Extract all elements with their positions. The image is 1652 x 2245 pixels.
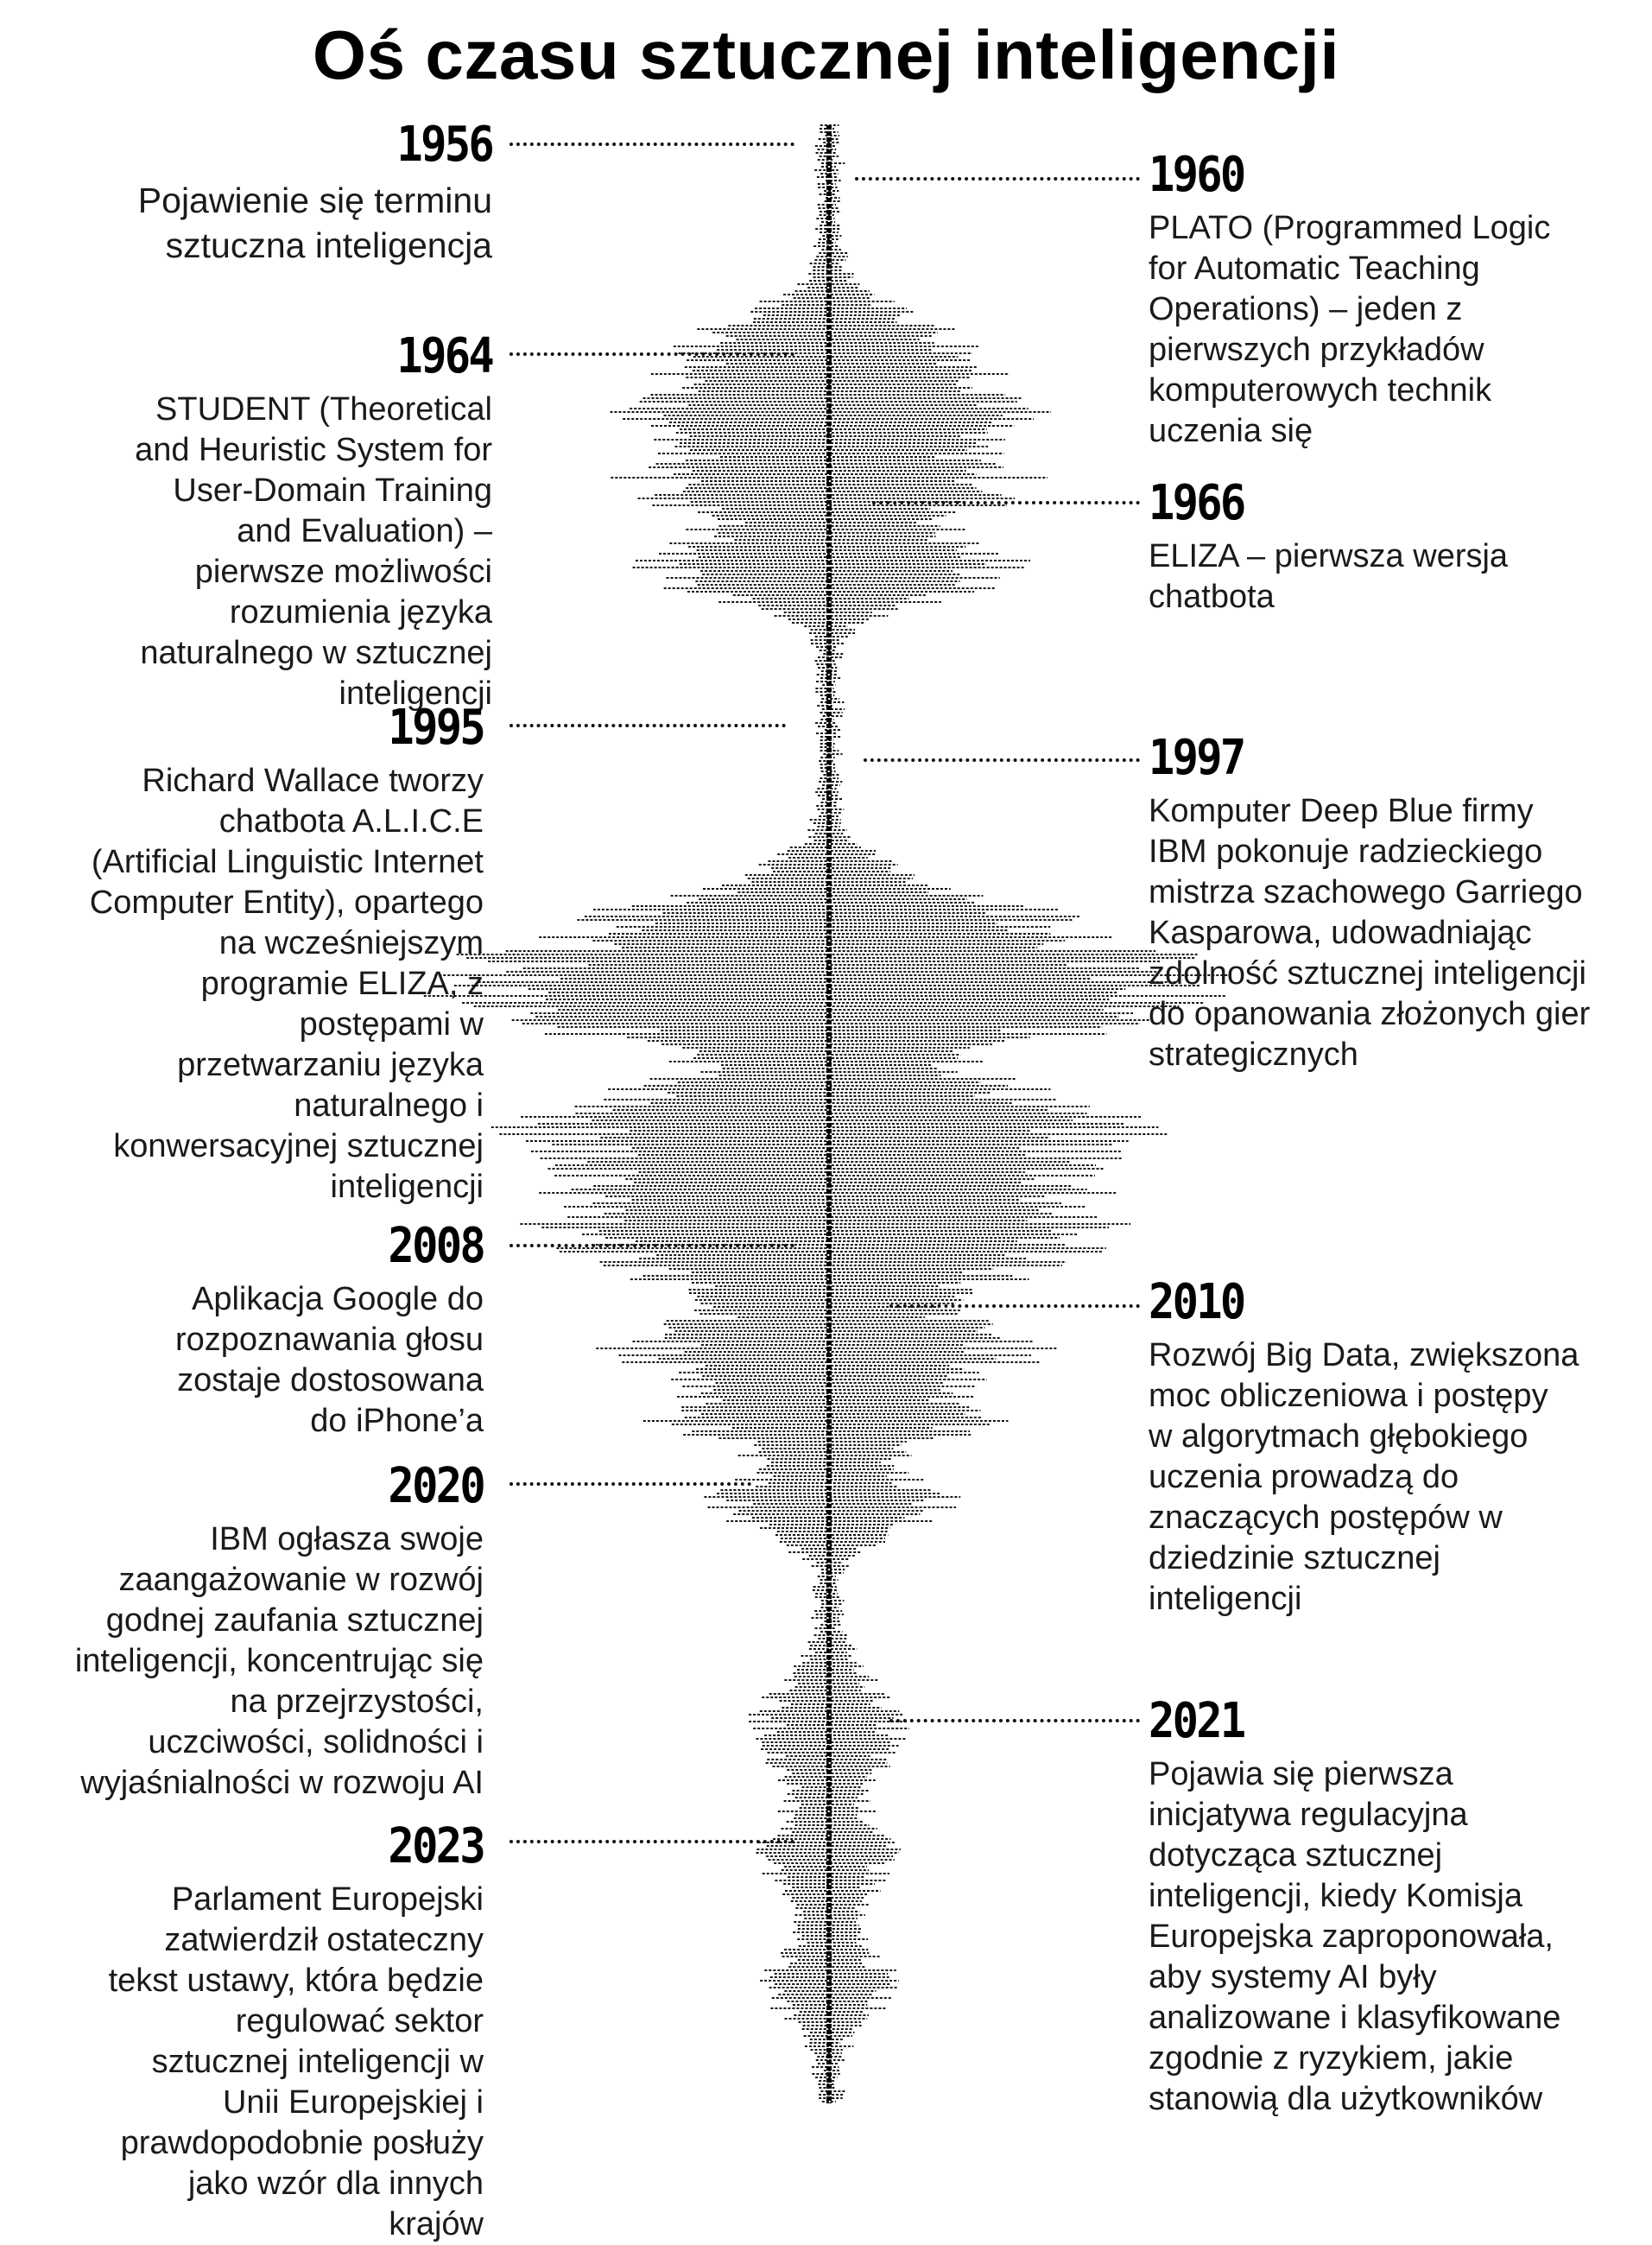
event-year: 1997 <box>1149 730 1244 786</box>
timeline-event-1964 <box>43 328 492 714</box>
event-description: Parlament Europejski zatwierdził ostateczny tekst ustawy, która będzie regulować sektor sztucznej inteligencji w Unii Europejskiej i prawdopodobnie posłuży jako wzór dla innych krajów <box>108 1881 484 2242</box>
timeline-event-2023 <box>35 1818 484 2245</box>
event-year: 1995 <box>388 700 484 756</box>
timeline-leader-1997 <box>864 758 1140 762</box>
timeline-leader-1960 <box>855 177 1140 181</box>
page-title: Oś czasu sztucznej inteligencji <box>312 16 1340 93</box>
timeline-leader-2021 <box>889 1719 1140 1722</box>
timeline-event-2008 <box>35 1218 484 1442</box>
timeline-leader-1995 <box>510 724 786 727</box>
timeline-event-1956 <box>43 117 492 268</box>
event-year: 1960 <box>1149 147 1244 203</box>
event-description: Pojawienie się terminu sztuczna inteligencja <box>137 181 492 265</box>
event-description: IBM ogłasza swoje zaangażowanie w rozwój godnej zaufania sztucznej inteligencji, koncentrując się na przejrzystości, uczciwości, solidności i wyjaśnialności w rozwoju AI <box>74 1521 484 1801</box>
event-year: 2010 <box>1149 1274 1244 1330</box>
timeline-leader-2008 <box>510 1244 794 1247</box>
event-year: 2021 <box>1149 1693 1244 1749</box>
timeline-event-1997 <box>1149 730 1598 1075</box>
event-description: Komputer Deep Blue firmy IBM pokonuje radzieckiego mistrza szachowego Garriego Kasparowa, udowadniając zdolność sztucznej inteligencji do opanowania złożonych gier strategicznych <box>1149 793 1591 1073</box>
timeline-leader-1966 <box>872 501 1140 504</box>
timeline-event-1966 <box>1149 475 1598 618</box>
event-year: 2008 <box>388 1218 484 1274</box>
timeline-leader-2020 <box>510 1482 751 1486</box>
event-description: ELIZA – pierwsza wersja chatbota <box>1149 538 1509 615</box>
event-description: Aplikacja Google do rozpoznawania głosu zostaje dostosowana do iPhone’a <box>174 1281 484 1439</box>
event-year: 1964 <box>396 328 492 384</box>
timeline-event-2020 <box>35 1458 484 1804</box>
event-description: PLATO (Programmed Logic for Automatic Teaching Operations) – jeden z pierwszych przykładów komputerowych technik uczenia się <box>1149 210 1551 449</box>
timeline-event-1995 <box>35 700 484 1208</box>
event-description: STUDENT (Theoretical and Heuristic System for User-Domain Training and Evaluation) – pierwsze możliwości rozumienia języka naturalnego w sztucznej inteligencji <box>135 391 492 712</box>
event-year: 1966 <box>1149 475 1244 531</box>
event-year: 1956 <box>396 117 492 173</box>
event-year: 2020 <box>388 1458 484 1514</box>
timeline-leader-1956 <box>510 143 794 146</box>
timeline-event-1960 <box>1149 147 1598 452</box>
timeline-leader-2023 <box>510 1840 794 1843</box>
timeline-event-2010 <box>1149 1274 1598 1620</box>
event-description: Richard Wallace tworzy chatbota A.L.I.C.E (Artificial Linguistic Internet Computer Entity), opartego na wcześniejszym programie ELIZA, z postępami w przetwarzaniu języka naturalnego i konwersacyjnej sztucznej inteligencji <box>89 763 484 1205</box>
timeline-leader-2010 <box>889 1304 1140 1308</box>
timeline-leader-1964 <box>510 352 794 356</box>
timeline-event-2021 <box>1149 1693 1598 2120</box>
event-description: Pojawia się pierwsza inicjatywa regulacyjna dotycząca sztucznej inteligencji, kiedy Komisja Europejska zaproponowała, aby systemy AI były analizowane i klasyfikowane zgodnie z ryzykiem, jakie stanowią dla użytkowników <box>1149 1756 1561 2117</box>
event-year: 2023 <box>388 1818 484 1874</box>
event-description: Rozwój Big Data, zwiększona moc obliczeniowa i postępy w algorytmach głębokiego uczenia prowadzą do znaczących postępów w dziedzinie sztucznej inteligencji <box>1149 1337 1579 1617</box>
